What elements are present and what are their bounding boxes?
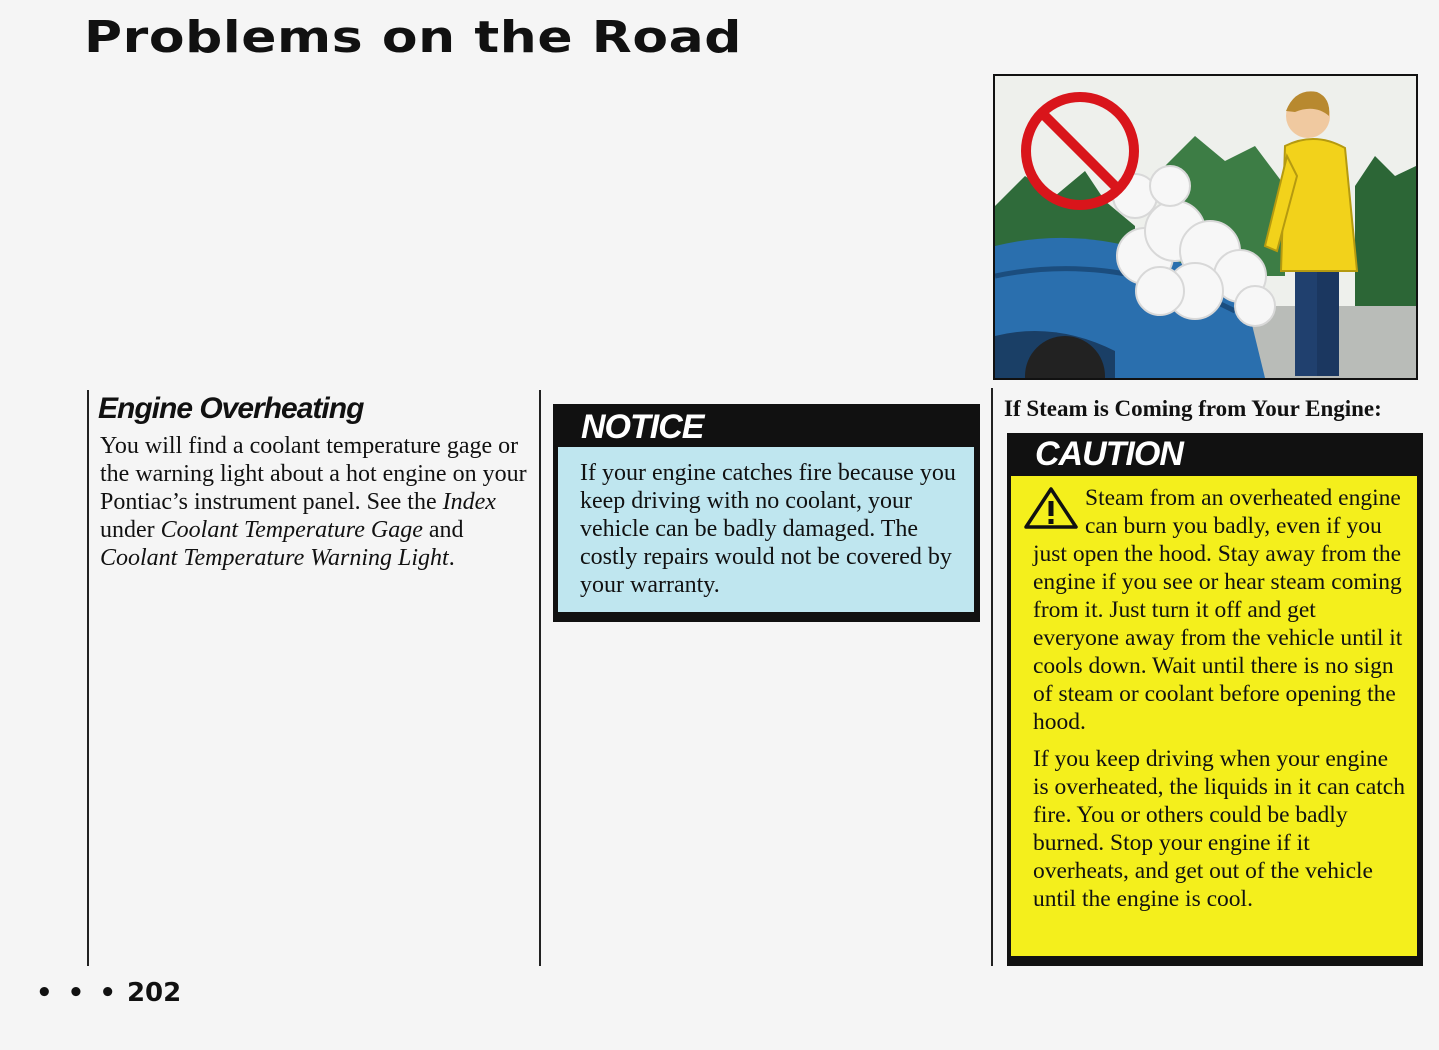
warning-light-reference: Coolant Temperature Warning Light — [100, 545, 449, 571]
section-heading: Engine Overheating — [98, 392, 364, 425]
notice-text: If your engine catches fire because you keep driving with no coolant, your vehicle can be badly damaged. The costly repairs would not be covered by your warranty. — [558, 447, 974, 612]
body-text-run: under — [100, 517, 161, 543]
page-number — [36, 978, 181, 1008]
overheated-engine-illustration — [993, 74, 1418, 380]
caution-paragraph-1 — [1033, 484, 1407, 736]
steam-scene-image — [995, 76, 1416, 378]
column-divider — [87, 390, 89, 966]
page-number-value: 202 — [126, 978, 182, 1008]
warning-triangle-icon — [1023, 486, 1079, 530]
notice-box — [553, 404, 980, 622]
caution-paragraph-2: If you keep driving when your engine is overheated, the liquids in it can catch fire. You or others could be badly burned. Stop your engine if it overheats, and get out of the vehicle until the engine is cool. — [1033, 746, 1405, 912]
notice-title: NOTICE — [581, 408, 704, 446]
column-divider — [539, 390, 541, 966]
page-title: Problems on the Road — [84, 12, 743, 63]
body-text-run: . — [448, 545, 455, 571]
steam-heading: If Steam is Coming from Your Engine: — [1004, 396, 1382, 421]
caution-box — [1007, 433, 1423, 966]
column-divider — [991, 388, 993, 966]
caution-text-1: Steam from an overheated engine can burn you badly, even if you just open the hood. Stay away from the engine if you see or hear steam coming from it. Just turn it off and get everyone away from the vehicle until it cools down. Wait until there is no sign of steam or coolant before opening the hood. — [1033, 485, 1403, 735]
index-reference: Index — [442, 489, 496, 515]
caution-title: CAUTION — [1035, 435, 1183, 473]
caution-content — [1011, 476, 1417, 956]
page-dots: • • • — [36, 978, 119, 1008]
gage-reference: Coolant Temperature Gage — [160, 517, 423, 543]
section-body — [100, 432, 528, 572]
body-text-run: You will find a coolant temperature gage or the warning light about a hot engine on your Pontiac’s instrument panel. See the — [100, 433, 527, 515]
body-text-run: and — [422, 517, 464, 543]
